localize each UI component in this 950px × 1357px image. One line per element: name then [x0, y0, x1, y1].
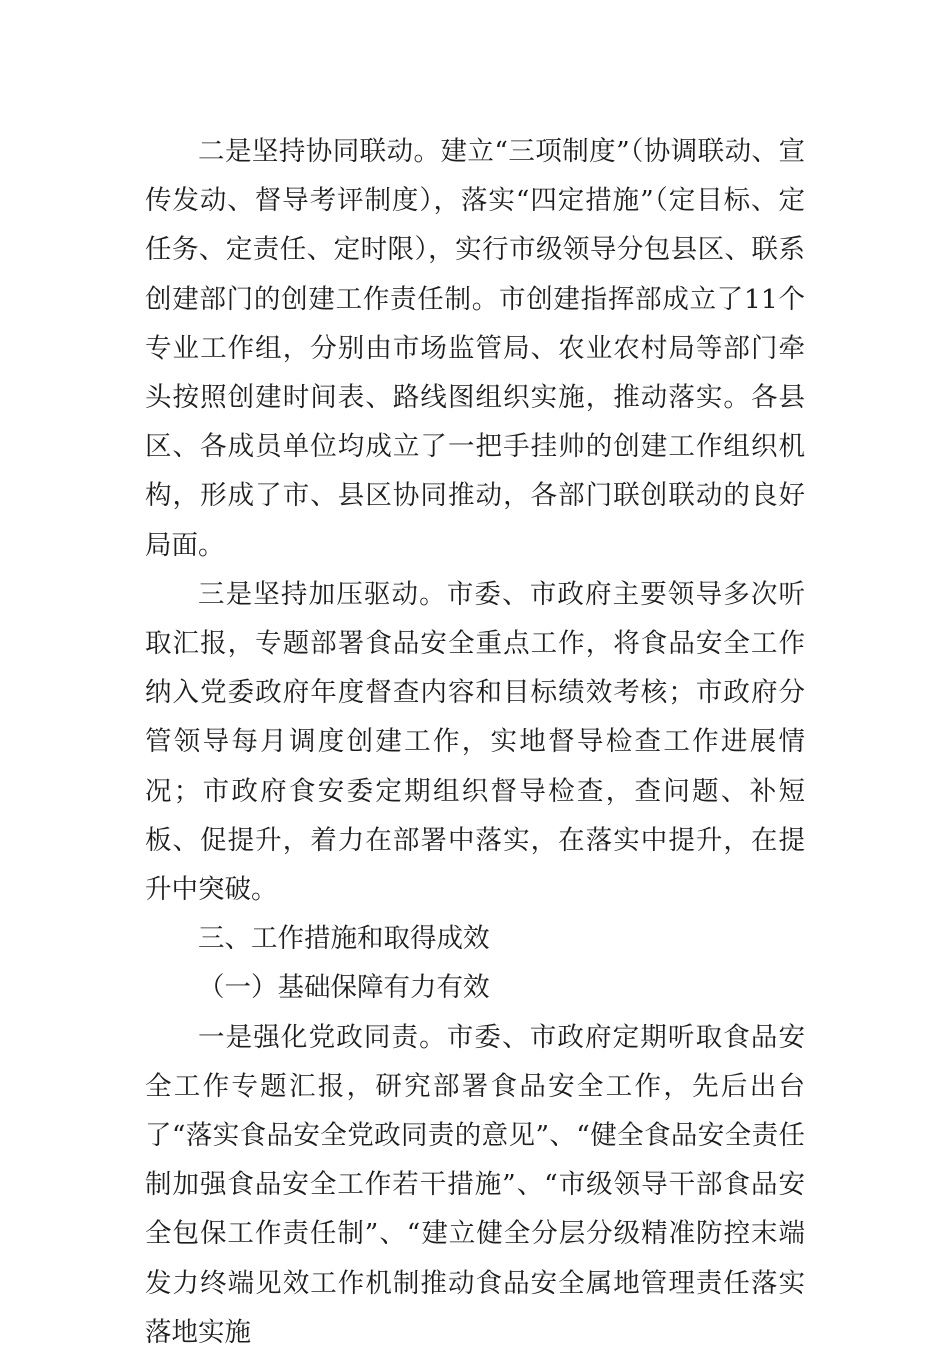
document-body	[145, 127, 805, 1357]
subsection-heading-basic-guarantee: （一）基础保障有力有效	[198, 972, 490, 1004]
paragraph-pressure-drive: 三是坚持加压驱动。市委、市政府主要领导多次听取汇报，专题部署食品安全重点工作，将食品安全工作纳入党委政府年度督查内容和目标绩效考核；市政府分管领导每月调度创建工作，实地督导检查工作进展情况；市政府食安委定期组织督导检查，查问题、补短板、促提升，着力在部署中落实，在落实中提升，在提升中突破。	[145, 578, 805, 906]
paragraph-coordination: 二是坚持协同联动。建立“三项制度”（协调联动、宣传发动、督导考评制度），落实“四定措施”（定目标、定任务、定责任、定时限），实行市级领导分包县区、联系创建部门的创建工作责任制。市创建指挥部成立了11个专业工作组，分别由市场监管局、农业农村局等部门牵头按照创建时间表、路线图组织实施，推动落实。各县区、各成员单位均成立了一把手挂帅的创建工作组织机构，形成了市、县区协同推动，各部门联创联动的良好局面。	[145, 136, 805, 561]
section-heading-measures: 三、工作措施和取得成效	[198, 923, 490, 955]
paragraph-party-responsibility: 一是强化党政同责。市委、市政府定期听取食品安全工作专题汇报，研究部署食品安全工作，先后出台了“落实食品安全党政同责的意见”、“健全食品安全责任制加强食品安全工作若干措施”、“市级领导干部食品安全包保工作责任制”、“建立健全分层分级精准防控末端发力终端见效工作机制推动食品安全属地管理责任落实落地实施	[145, 1021, 805, 1348]
